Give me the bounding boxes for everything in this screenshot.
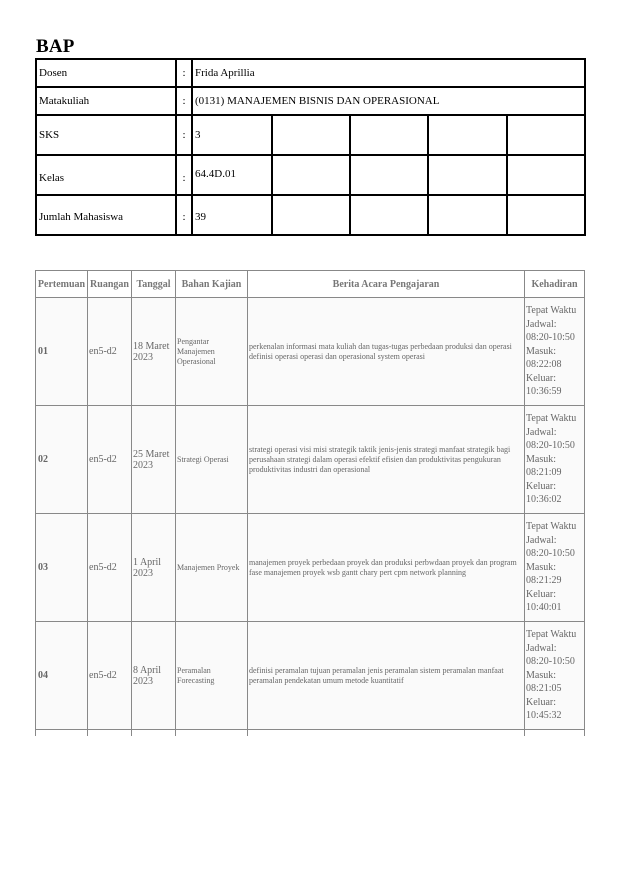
info-row-sks	[36, 115, 585, 155]
col-header-berita-acara: Berita Acara Pengajaran	[248, 271, 525, 298]
info-row-kelas	[36, 155, 585, 195]
tanggal-cell: 18 Maret 2023	[132, 298, 176, 406]
tanggal-cell: 1 April 2023	[132, 514, 176, 622]
ruangan-cell: en5-d2	[88, 514, 132, 622]
bahan-cell: Strategi Operasi	[176, 406, 248, 514]
colon: :	[176, 87, 192, 115]
masuk-text: Masuk: 08:21:05	[526, 669, 562, 695]
table-continuation-row	[36, 730, 585, 737]
tanggal-cell: 8 April 2023	[132, 622, 176, 730]
info-row-dosen	[36, 59, 585, 87]
keluar-text: Keluar: 10:40:01	[526, 588, 562, 614]
jadwal-text: Jadwal: 08:20-10:50	[526, 318, 575, 344]
lecture-info-table	[35, 58, 586, 236]
colon: :	[176, 155, 192, 195]
pertemuan-cell: 03	[36, 514, 88, 622]
sks-value: 3	[192, 115, 272, 155]
berita-cell: manajemen proyek perbedaan proyek dan produksi perbwdaan proyek dan program fase manajemen proyek wsb gantt chary pert cpm network planning	[248, 514, 525, 622]
empty-cell	[428, 155, 507, 195]
col-header-bahan-kajian: Bahan Kajian	[176, 271, 248, 298]
empty-cell	[132, 730, 176, 737]
pertemuan-cell: 04	[36, 622, 88, 730]
empty-cell	[88, 730, 132, 737]
matakuliah-value: (0131) MANAJEMEN BISNIS DAN OPERASIONAL	[192, 87, 585, 115]
colon: :	[176, 115, 192, 155]
empty-cell	[428, 115, 507, 155]
ruangan-cell: en5-d2	[88, 298, 132, 406]
bahan-cell: Peramalan Forecasting	[176, 622, 248, 730]
empty-cell	[272, 155, 350, 195]
empty-cell	[507, 115, 585, 155]
table-row	[36, 298, 585, 406]
empty-cell	[272, 115, 350, 155]
col-header-pertemuan: Pertemuan	[36, 271, 88, 298]
empty-cell	[350, 115, 428, 155]
empty-cell	[36, 730, 88, 737]
tanggal-cell: 25 Maret 2023	[132, 406, 176, 514]
table-row	[36, 406, 585, 514]
masuk-text: Masuk: 08:22:08	[526, 345, 562, 371]
ruangan-cell: en5-d2	[88, 622, 132, 730]
table-header-row	[36, 271, 585, 298]
empty-cell	[176, 730, 248, 737]
jadwal-text: Jadwal: 08:20-10:50	[526, 426, 575, 452]
kehadiran-cell	[525, 298, 585, 406]
kehadiran-cell	[525, 406, 585, 514]
empty-cell	[350, 155, 428, 195]
kehadiran-cell	[525, 622, 585, 730]
berita-cell: strategi operasi visi misi strategik taktik jenis-jenis strategi manfaat strategik bagi perusahaan strategi dalam operasi efektif efisien dan produktivitas pengukuran produktivitas industri dan operasional	[248, 406, 525, 514]
bahan-cell: Manajemen Proyek	[176, 514, 248, 622]
status-text: Tepat Waktu	[526, 305, 577, 317]
col-header-kehadiran: Kehadiran	[525, 271, 585, 298]
empty-cell	[507, 155, 585, 195]
meeting-table	[35, 270, 585, 736]
berita-cell: perkenalan informasi mata kuliah dan tugas-tugas perbedaan produksi dan operasi definisi operasi operasi dan operasional system operasi	[248, 298, 525, 406]
table-row	[36, 514, 585, 622]
col-header-ruangan: Ruangan	[88, 271, 132, 298]
colon: :	[176, 195, 192, 235]
jadwal-text: Jadwal: 08:20-10:50	[526, 642, 575, 668]
info-row-matakuliah	[36, 87, 585, 115]
colon: :	[176, 59, 192, 87]
col-header-tanggal: Tanggal	[132, 271, 176, 298]
info-row-jumlah	[36, 195, 585, 235]
keluar-text: Keluar: 10:36:59	[526, 372, 562, 398]
sks-label: SKS	[36, 115, 176, 155]
empty-cell	[525, 730, 585, 737]
ruangan-cell: en5-d2	[88, 406, 132, 514]
empty-cell	[272, 195, 350, 235]
jumlah-label: Jumlah Mahasiswa	[36, 195, 176, 235]
masuk-text: Masuk: 08:21:09	[526, 453, 562, 479]
jumlah-value: 39	[192, 195, 272, 235]
empty-cell	[507, 195, 585, 235]
masuk-text: Masuk: 08:21:29	[526, 561, 562, 587]
status-text: Tepat Waktu	[526, 629, 577, 641]
pertemuan-cell: 01	[36, 298, 88, 406]
status-text: Tepat Waktu	[526, 413, 577, 425]
kelas-label: Kelas	[36, 155, 176, 195]
empty-cell	[350, 195, 428, 235]
pertemuan-cell: 02	[36, 406, 88, 514]
empty-cell	[428, 195, 507, 235]
jadwal-text: Jadwal: 08:20-10:50	[526, 534, 575, 560]
kehadiran-cell	[525, 514, 585, 622]
dosen-label: Dosen	[36, 59, 176, 87]
empty-cell	[248, 730, 525, 737]
berita-cell: definisi peramalan tujuan peramalan jenis peramalan sistem peramalan manfaat peramalan pendekatan umum metode kuantitatif	[248, 622, 525, 730]
kelas-value: 64.4D.01	[192, 155, 272, 195]
dosen-value: Frida Aprillia	[192, 59, 585, 87]
keluar-text: Keluar: 10:45:32	[526, 696, 562, 722]
table-row	[36, 622, 585, 730]
page-title: BAP	[36, 36, 75, 57]
matakuliah-label: Matakuliah	[36, 87, 176, 115]
bahan-cell: Pengantar Manajemen Operasional	[176, 298, 248, 406]
keluar-text: Keluar: 10:36:02	[526, 480, 562, 506]
status-text: Tepat Waktu	[526, 521, 577, 533]
